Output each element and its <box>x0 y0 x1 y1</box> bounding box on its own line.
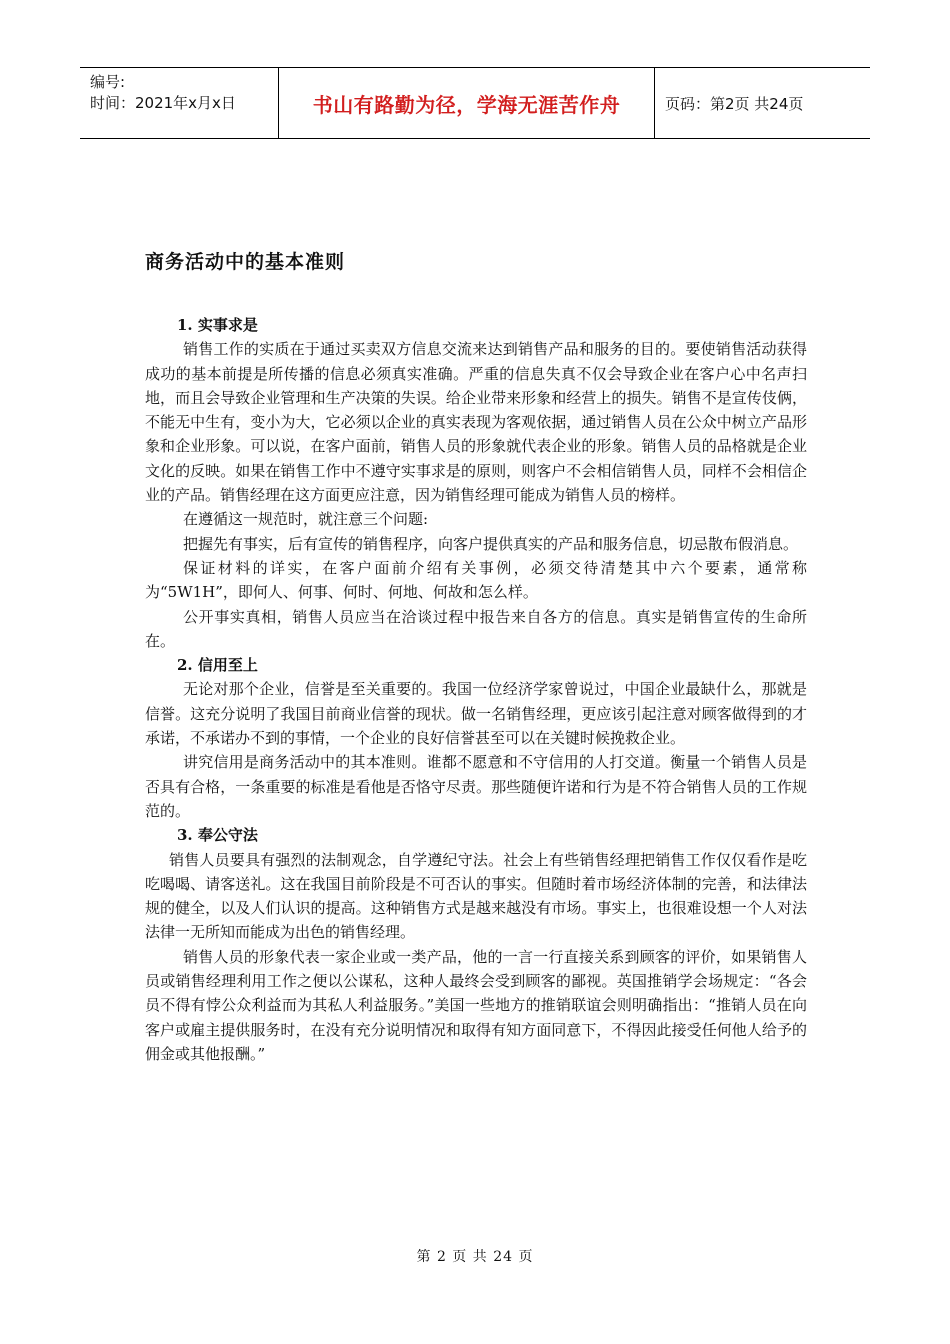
paragraph: 保证材料的详实，在客户面前介绍有关事例，必须交待清楚其中六个要素，通常称为“5W1H”，即何人、何事、何时、何地、何故和怎么样。 <box>145 558 807 602</box>
paragraph: 无论对那个企业，信誉是至关重要的。我国一位经济学家曾说过，中国企业最缺什么，那就是信誉。这充分说明了我国目前商业信誉的现状。做一名销售经理，更应该引起注意对顾客做得到的才承诺，不承诺办不到的事情，一个企业的良好信誉甚至可以在关键时候挽救企业。 <box>145 680 807 748</box>
header-motto: 书山有路勤为径，学海无涯苦作舟 <box>279 68 655 138</box>
page-header <box>80 67 870 139</box>
section-heading: 3. 奉公守法 <box>177 826 258 845</box>
paragraph: 销售工作的实质在于通过买卖双方信息交流来达到销售产品和服务的目的。要使销售活动获得成功的基本前提是所传播的信息必须真实准确。严重的信息失真不仅会导致企业在客户心中名声扫地，而且会导致企业管理和生产决策的失误。给企业带来形象和经营上的损失。销售不是宣传伎俩，不能无中生有，变小为大，它必须以企业的真实表现为客观依据，通过销售人员在公众中树立产品形象和企业形象。可以说，在客户面前，销售人员的形象就代表企业的形象。销售人员的品格就是企业文化的反映。如果在销售工作中不遵守实事求是的原则，则客户不会相信销售人员，同样不会相信企业的产品。销售经理在这方面更应注意，因为销售经理可能成为销售人员的榜样。 <box>145 340 807 505</box>
document-time-label: 时间：2021年x月x日 <box>90 94 236 112</box>
paragraph: 公开事实真相，销售人员应当在洽谈过程中报告来自各方的信息。真实是销售宣传的生命所在。 <box>145 607 807 650</box>
section-heading: 2. 信用至上 <box>177 656 258 675</box>
document-number-label: 编号: <box>90 73 126 91</box>
section-heading: 1. 实事求是 <box>177 316 258 334</box>
paragraph: 把握先有事实，后有宣传的销售程序，向客户提供真实的产品和服务信息，切忌散布假消息。 <box>183 534 799 553</box>
paragraph: 讲究信用是商务活动中的其本准则。谁都不愿意和不守信用的人打交道。衡量一个销售人员是否具有合格，一条重要的标准是看他是否恪守尽责。那些随便许诺和行为是不符合销售人员的工作规范的。 <box>145 753 807 820</box>
document-title: 商务活动中的基本准则 <box>145 251 346 273</box>
page-footer: 第 2 页 共 24 页 <box>416 1249 534 1265</box>
paragraph: 销售人员要具有强烈的法制观念，自学遵纪守法。社会上有些销售经理把销售工作仅仅看作是吃吃喝喝、请客送礼。这在我国目前阶段是不可否认的事实。但随时着市场经济体制的完善，和法律法规的健全，以及人们认识的提高。这种销售方式是越来越没有市场。事实上，也很难设想一个人对法法律一无所知而能成为出色的销售经理。 <box>145 850 807 942</box>
paragraph: 销售人员的形象代表一家企业或一类产品，他的一言一行直接关系到顾客的评价，如果销售人员或销售经理利用工作之便以公谋私，这种人最终会受到顾客的鄙视。英国推销学会场规定：“各会员不得有悖公众利益而为其私人利益服务。”美国一些地方的推销联谊会则明确指出：“推销人员在向客户或雇主提供服务时，在没有充分说明情况和取得有知方面同意下，不得因此接受任何他人给予的佣金或其他报酬。” <box>145 947 807 1063</box>
document-body <box>145 313 807 1066</box>
header-meta <box>80 68 279 138</box>
paragraph: 在遵循这一规范时，就注意三个问题: <box>183 510 429 529</box>
header-page-info: 页码：第2页 共24页 <box>665 94 804 113</box>
